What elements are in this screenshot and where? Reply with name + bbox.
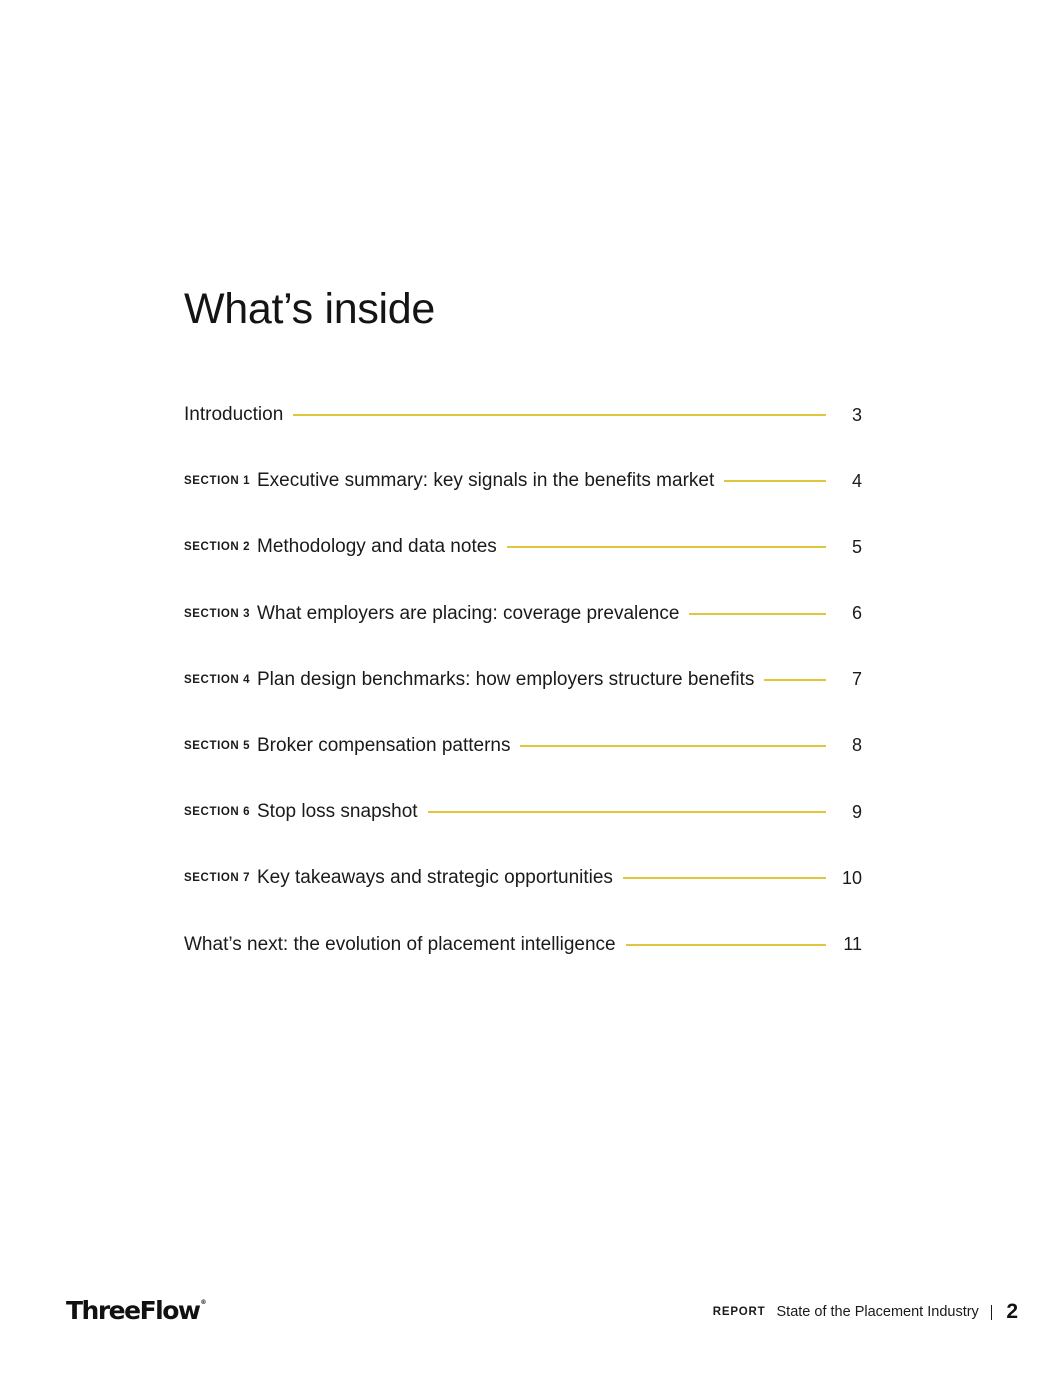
page-footer (713, 1300, 1018, 1324)
toc-entry-section-1[interactable] (184, 464, 862, 530)
toc-entry-title: Key takeaways and strategic opportunities (257, 867, 613, 889)
toc-section-label: SECTION 7 (184, 872, 251, 885)
toc-entry-title: Broker compensation patterns (257, 734, 511, 756)
toc-leader-line (520, 745, 826, 747)
toc-entry-title: Introduction (184, 404, 284, 425)
toc-entry-title: Executive summary: key signals in the benefits market (257, 470, 715, 492)
toc-entry-section-2[interactable] (184, 530, 862, 596)
logo-wordmark: ThreeFlow (66, 1296, 200, 1325)
toc-section-label: SECTION 4 (184, 673, 251, 686)
toc-entry-section-6[interactable] (184, 795, 862, 861)
toc-entry-section-5[interactable] (184, 729, 862, 795)
toc-page-number: 6 (851, 603, 862, 624)
toc-entry-title: Plan design benchmarks: how employers structure benefits (257, 668, 755, 690)
toc-entry-title: Stop loss snapshot (257, 801, 418, 823)
toc-page-number: 3 (851, 404, 862, 425)
toc-page-number: 7 (851, 669, 862, 690)
toc-leader-line (428, 811, 826, 813)
footer-report-label: REPORT (712, 1306, 766, 1318)
page-title: What’s inside (184, 285, 436, 333)
toc-page-number: 4 (851, 470, 862, 491)
toc-entry-introduction[interactable] (184, 398, 862, 464)
threeflow-logo (66, 1296, 207, 1325)
toc-section-label: SECTION 2 (184, 541, 251, 554)
toc-page-number: 11 (843, 934, 862, 954)
toc-leader-line (623, 877, 826, 879)
toc-page-number: 8 (851, 735, 862, 756)
toc-leader-line (507, 546, 826, 548)
table-of-contents (184, 398, 862, 994)
toc-page-number: 9 (851, 801, 862, 822)
toc-section-label: SECTION 5 (184, 739, 251, 752)
footer-document-title: State of the Placement Industry (776, 1304, 979, 1320)
toc-leader-line (724, 480, 826, 482)
footer-divider (991, 1305, 993, 1320)
toc-page-number: 10 (841, 867, 862, 888)
toc-entry-section-4[interactable] (184, 663, 862, 729)
footer-page-number: 2 (1006, 1300, 1018, 1323)
toc-leader-line (293, 414, 826, 416)
toc-entry-whats-next[interactable] (184, 928, 862, 994)
registered-mark: ® (200, 1299, 207, 1306)
toc-entry-title: Methodology and data notes (257, 536, 497, 558)
toc-entry-section-7[interactable] (184, 861, 862, 927)
toc-entry-section-3[interactable] (184, 597, 862, 663)
toc-leader-line (764, 679, 826, 681)
toc-leader-line (689, 613, 826, 615)
toc-entry-title: What employers are placing: coverage prevalence (257, 602, 680, 624)
toc-page-number: 5 (851, 536, 862, 557)
toc-section-label: SECTION 3 (184, 607, 251, 620)
toc-leader-line (626, 944, 826, 946)
toc-section-label: SECTION 6 (184, 806, 251, 819)
toc-section-label: SECTION 1 (184, 475, 251, 488)
toc-entry-title: What’s next: the evolution of placement intelligence (184, 933, 616, 955)
